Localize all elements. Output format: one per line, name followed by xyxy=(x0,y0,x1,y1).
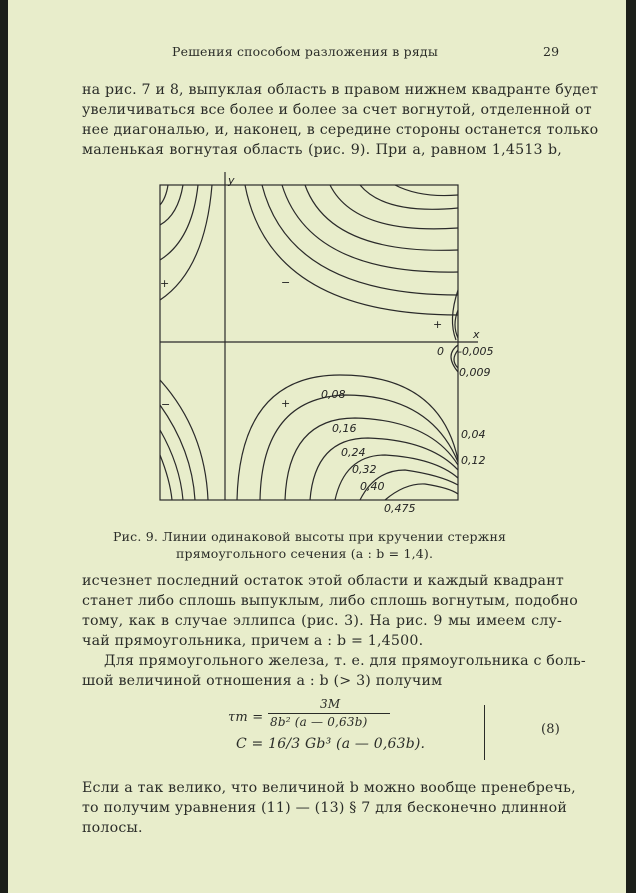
x-axis-label: x xyxy=(473,328,480,341)
sign-minus: − xyxy=(161,398,171,411)
equation-number: (8) xyxy=(541,722,561,737)
sign-plus: + xyxy=(160,277,170,290)
contour-label: 0,24 xyxy=(341,446,366,459)
formula-bracket xyxy=(484,705,485,760)
contour-label: 0,04 xyxy=(461,428,486,441)
page-number: 29 xyxy=(543,44,560,59)
y-axis-label: y xyxy=(228,174,235,187)
text-line: на рис. 7 и 8, выпуклая область в правом нижнем квадранте будет xyxy=(82,82,599,98)
text-line: нее диагональю, и, наконец, в середине стороны останется только xyxy=(82,122,599,138)
formula-tau-denominator: 8b² (a — 0,63b) xyxy=(270,715,368,729)
text-line: шой величиной отношения a : b (> 3) получим xyxy=(82,673,443,689)
text-line: исчезнет последний остаток этой области и каждый квадрант xyxy=(82,573,564,589)
formula-tau-numerator: 3M xyxy=(320,697,341,711)
formula-tau-lhs: τm = xyxy=(228,710,264,725)
text-line: то получим уравнения (11) — (13) § 7 для бесконечно длинной xyxy=(82,800,567,816)
text-line: станет либо сплошь выпуклым, либо сплошь вогнутым, подобно xyxy=(82,593,579,609)
figure-caption-line2: прямоугольного сечения (a : b = 1,4). xyxy=(176,546,434,561)
text-line: увеличиваться все более и более за счет вогнутой, отделенной от xyxy=(82,102,592,118)
text-line: Для прямоугольного железа, т. е. для прямоугольника с боль- xyxy=(104,653,586,669)
figure-caption-line1: Рис. 9. Линии одинаковой высоты при кручении стержня xyxy=(113,529,507,544)
contour-label: 0,40 xyxy=(360,480,385,493)
text-line: Если a так велико, что величиной b можно вообще пренебречь, xyxy=(82,780,576,796)
contour-label: 0,12 xyxy=(461,454,486,467)
contour-label: 0,08 xyxy=(321,388,346,401)
fraction-bar xyxy=(268,713,390,714)
text-line: маленькая вогнутая область (рис. 9). При a, равном 1,4513 b, xyxy=(82,142,562,158)
running-title: Решения способом разложения в ряды xyxy=(172,44,438,59)
text-line: тому, как в случае эллипса (рис. 3). На рис. 9 мы имеем слу- xyxy=(82,613,562,629)
sign-plus: + xyxy=(433,318,443,331)
sign-plus: + xyxy=(281,397,291,410)
contour-label: -0,005 xyxy=(458,345,494,358)
contour-label: 0,475 xyxy=(384,502,416,515)
contour-label: 0,16 xyxy=(332,422,357,435)
contour-label: 0 xyxy=(437,345,444,358)
contour-label: 0,009 xyxy=(459,366,491,379)
contour-label: 0,32 xyxy=(352,463,377,476)
formula-c: C = 16/3 Gb³ (a — 0,63b). xyxy=(236,736,426,752)
text-line: чай прямоугольника, причем a : b = 1,4500. xyxy=(82,633,424,649)
text-line: полосы. xyxy=(82,820,143,836)
sign-minus: − xyxy=(281,276,291,289)
